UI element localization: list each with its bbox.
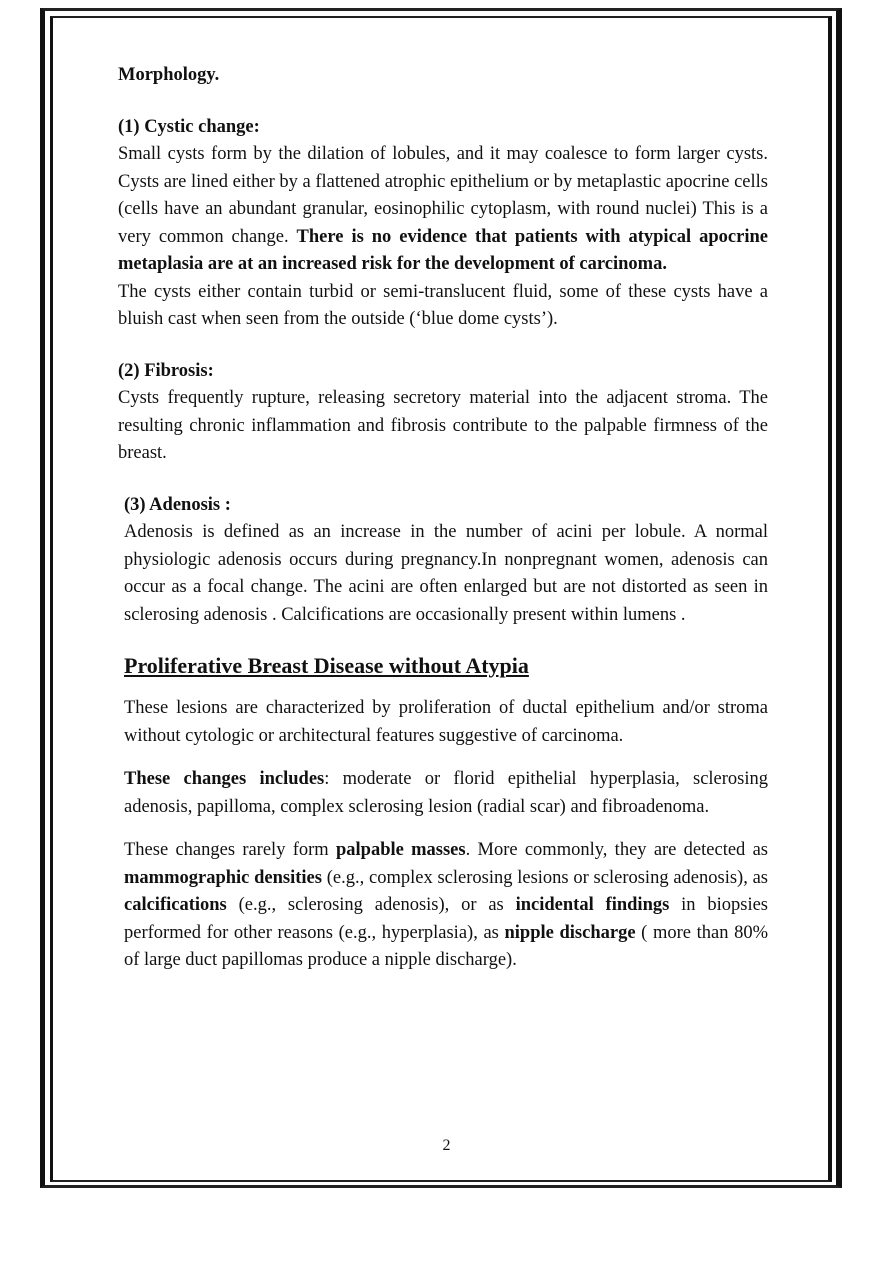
page-number: 2 (442, 1137, 451, 1154)
detection-paragraph (124, 837, 768, 975)
palpable-masses-term: palpable masses (335, 840, 466, 860)
detection-text-5: in biopsies performed for other reasons (e.g., hyperplasia), as (124, 895, 769, 943)
fibrosis-title: (2) Fibrosis: (118, 360, 214, 381)
mammographic-densities-term: mammographic densities (124, 867, 322, 888)
detection-text-3: (e.g., complex sclerosing lesions or sclerosing adenosis), as (321, 867, 768, 888)
proliferative-intro-paragraph: These lesions are characterized by proliferation of ductal epithelium and/or stroma without cytologic or architectural features suggestive of carcinoma. (124, 698, 768, 746)
cystic-bold-text: There is no evidence that patients with atypical apocrine metaplasia are at an increased risk for the development of carcinoma. (118, 226, 768, 274)
adenosis-paragraph: Adenosis is defined as an increase in the number of acini per lobule. A normal physiologic adenosis occurs during pregnancy.In nonpregnant women, adenosis can occur as a focal change. The acini are often enlarged but are not distorted as seen in sclerosing adenosis . Calcifications are occasionally present within lumens . (124, 522, 768, 625)
changes-label: These changes includes (124, 769, 325, 789)
changes-text: : moderate or florid epithelial hyperplasia, sclerosing adenosis, papilloma, complex sclerosing lesion (radial scar) and fibroadenoma. (124, 769, 768, 817)
cystic-change-title: (1) Cystic change: (118, 116, 260, 137)
adenosis-title: (3) Adenosis : (124, 494, 231, 515)
page-content (118, 62, 768, 975)
changes-includes-paragraph (124, 766, 768, 821)
cystic-fluid-paragraph: The cysts either contain turbid or semi-translucent fluid, some of these cysts have a bluish cast when seen from the outside (‘blue dome cysts’). (118, 281, 768, 329)
nipple-discharge-term: nipple discharge (504, 922, 636, 943)
morphology-heading: Morphology. (118, 65, 220, 85)
fibrosis-paragraph: Cysts frequently rupture, releasing secretory material into the adjacent stroma. The resulting chronic inflammation and fibrosis contribute to the palpable firmness of the breast. (118, 388, 768, 463)
calcifications-term: calcifications (124, 895, 227, 915)
detection-text-4: (e.g., sclerosing adenosis), or as (226, 895, 516, 915)
detection-text-1: These changes rarely form (124, 840, 336, 860)
cystic-text: Small cysts form by the dilation of lobules, and it may coalesce to form larger cysts. Cysts are lined either by a flattened atrophic epithelium or by metaplastic apocrine cells (cells have an abundant granular, eosinophilic cytoplasm, with round nuclei) This is a very common change. (118, 144, 768, 247)
incidental-findings-term: incidental findings (515, 895, 670, 915)
proliferative-section-title: Proliferative Breast Disease without Atypia (124, 653, 529, 678)
detection-text-6: ( more than 80% of large duct papillomas produce a nipple discharge). (124, 922, 769, 970)
detection-text-2: . More commonly, they are detected as (465, 840, 768, 860)
cystic-change-paragraph (118, 141, 768, 279)
